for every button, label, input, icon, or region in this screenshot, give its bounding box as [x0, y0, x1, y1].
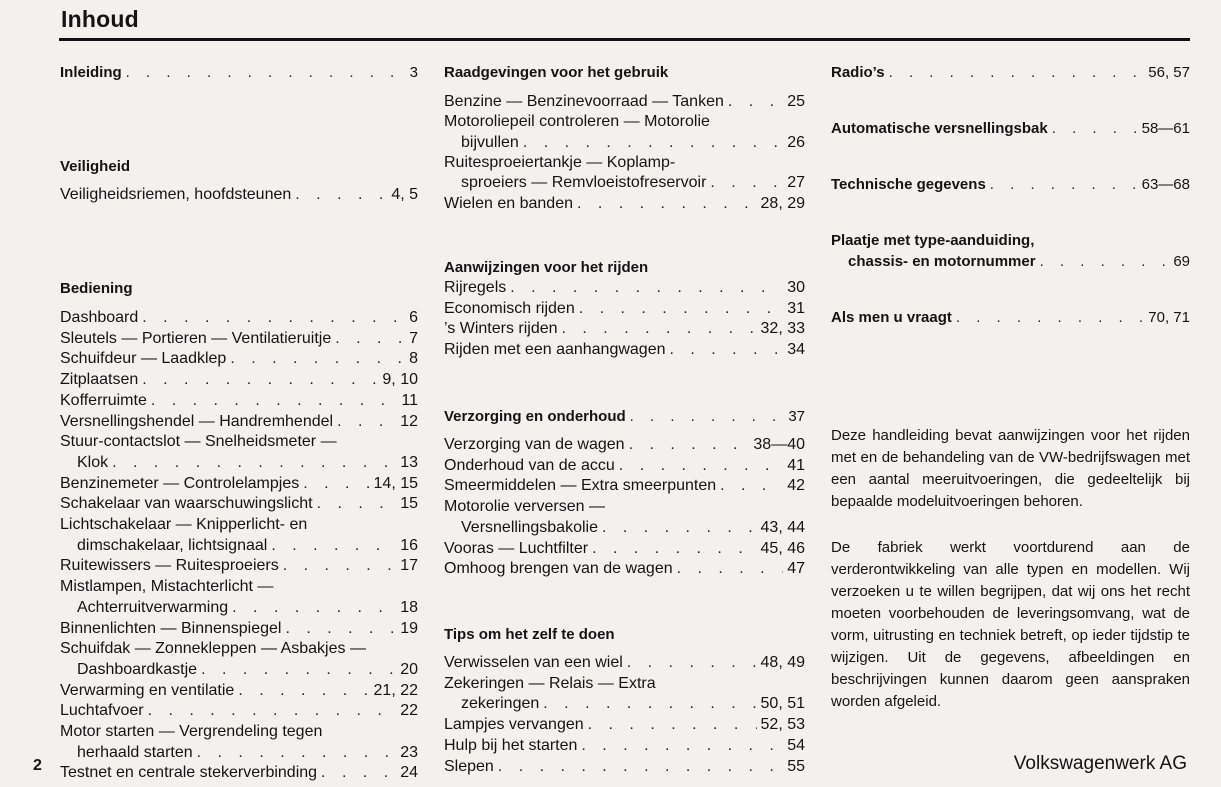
- toc-entry-label: Schuifdak — Zonnekleppen — Asbakjes —: [60, 640, 366, 658]
- toc-entry[interactable]: [444, 694, 805, 714]
- toc-entry[interactable]: [444, 435, 805, 455]
- leader-dots: [299, 474, 369, 494]
- toc-entry[interactable]: [444, 340, 805, 360]
- leader-dots: [615, 456, 783, 476]
- toc-entry-automatic[interactable]: [831, 119, 1190, 139]
- toc-entry[interactable]: [444, 653, 805, 673]
- leader-dots: [506, 278, 783, 298]
- toc-entry-label: Dashboardkastje: [77, 660, 198, 678]
- toc-entry-label: Kofferruimte: [60, 391, 147, 409]
- toc-page-number: 6: [409, 309, 418, 326]
- toc-page-number: 54: [787, 736, 805, 754]
- toc-entry[interactable]: [60, 639, 418, 659]
- toc-page-number: 58—61: [1141, 120, 1190, 137]
- toc-entry[interactable]: [444, 539, 805, 559]
- toc-entry[interactable]: [60, 412, 418, 432]
- toc-entry-label: herhaald starten: [77, 743, 193, 761]
- toc-entry-label: Economisch rijden: [444, 299, 575, 317]
- toc-entry-vraagt[interactable]: [831, 308, 1190, 328]
- leader-dots: [584, 715, 757, 735]
- leader-dots: [228, 598, 396, 618]
- leader-dots: [573, 194, 757, 214]
- toc-page-number: 18: [400, 598, 418, 616]
- toc-entry-label: Luchtafvoer: [60, 702, 144, 720]
- toc-page-number: 12: [400, 412, 418, 430]
- toc-entry-label: chassis- en motornummer: [848, 253, 1036, 270]
- section-heading-tips: [444, 625, 805, 645]
- toc-entry[interactable]: [60, 619, 418, 639]
- leader-dots: [575, 299, 783, 319]
- toc-page-number: 47: [787, 560, 805, 578]
- leader-dots: [539, 694, 756, 714]
- leader-dots: [226, 349, 405, 369]
- leader-dots: [279, 556, 396, 576]
- toc-entry-label: Lampjes vervangen: [444, 716, 584, 734]
- toc-entry[interactable]: [444, 497, 805, 517]
- page-number: 2: [33, 757, 42, 774]
- toc-entry-label: Slepen: [444, 757, 494, 775]
- leader-dots: [331, 329, 405, 349]
- leader-dots: [577, 736, 783, 756]
- leader-dots: [558, 319, 757, 339]
- heading-label: Bediening: [60, 280, 133, 297]
- leader-dots: [333, 412, 396, 432]
- toc-entry-label: Verwarming en ventilatie: [60, 681, 235, 699]
- toc-entry-label: Plaatje met type-aanduiding,: [831, 232, 1035, 249]
- toc-entry[interactable]: [60, 536, 418, 556]
- toc-entry-label: Stuur-contactslot — Snelheidsmeter —: [60, 433, 337, 451]
- toc-page-number: 17: [400, 557, 418, 575]
- toc-entry[interactable]: [444, 153, 805, 173]
- leader-dots: [706, 173, 783, 193]
- toc-entry[interactable]: [60, 681, 418, 701]
- toc-entry-label: Vooras — Luchtfilter: [444, 539, 589, 557]
- toc-entry[interactable]: [444, 518, 805, 538]
- toc-page-number: 31: [787, 299, 805, 317]
- toc-entry-label: Zitplaatsen: [60, 371, 139, 389]
- toc-page-number: 37: [788, 408, 805, 425]
- toc-entry-label: ’s Winters rijden: [444, 320, 558, 338]
- section-heading-raadgevingen: [444, 63, 805, 83]
- page-title: Inhoud: [61, 6, 139, 32]
- toc-page-number: 24: [400, 764, 418, 782]
- toc-page-number: 38—40: [753, 436, 805, 453]
- leader-dots: [317, 763, 396, 783]
- toc-page-number: 50, 51: [760, 695, 805, 713]
- toc-entry-plate-line1[interactable]: [831, 231, 1190, 251]
- toc-entry-label: Inleiding: [60, 64, 122, 81]
- section-heading-verzorging[interactable]: [444, 407, 805, 427]
- toc-entry[interactable]: [60, 308, 418, 328]
- toc-page-number: 27: [787, 174, 805, 192]
- toc-page-number: 45, 46: [760, 539, 805, 557]
- leader-dots: [716, 476, 783, 496]
- toc-entry[interactable]: [60, 763, 418, 783]
- toc-entry[interactable]: [444, 757, 805, 777]
- toc-page-number: 3: [409, 64, 418, 81]
- toc-entry-label: Motoroliepeil controleren — Motorolie: [444, 113, 710, 131]
- leader-dots: [986, 175, 1138, 195]
- heading-label: Tips om het zelf te doen: [444, 626, 615, 643]
- toc-entry-label: Klok: [77, 453, 109, 471]
- toc-page-number: 7: [409, 329, 418, 347]
- intro-paragraph: Deze handleiding bevat aanwijzingen voor het rijden met en de behandeling van de VW-bedrijfswagen met een aantal meeruitvoeringen, die gedeeltelijk bij bepaalde modeluitvoeringen behoren.: [831, 427, 1190, 510]
- toc-entry-label: Lichtschakelaar — Knipperlicht- en: [60, 516, 308, 533]
- toc-page-number: 52, 53: [760, 716, 805, 734]
- toc-entry-label: Als men u vraagt: [831, 309, 952, 326]
- toc-entry-label: Omhoog brengen van de wagen: [444, 560, 673, 578]
- toc-entry-label: Versnellingsbakolie: [461, 518, 598, 536]
- toc-entry-label: Mistlampen, Mistachterlicht —: [60, 578, 274, 596]
- toc-entry[interactable]: [444, 476, 805, 496]
- toc-entry-label: Motorolie verversen —: [444, 498, 605, 516]
- toc-entry[interactable]: [444, 133, 805, 153]
- toc-entry-label: Verzorging van de wagen: [444, 436, 625, 453]
- heading-label: Veiligheid: [60, 158, 131, 175]
- leader-dots: [234, 681, 369, 701]
- toc-page-number: 26: [787, 133, 805, 151]
- toc-entry[interactable]: [444, 299, 805, 319]
- toc-entry-label: bijvullen: [461, 133, 519, 151]
- toc-entry[interactable]: [60, 701, 418, 721]
- toc-entry[interactable]: [60, 432, 418, 452]
- leader-dots: [138, 370, 378, 390]
- toc-page-number: 28, 29: [760, 194, 805, 212]
- toc-entry[interactable]: [444, 92, 805, 112]
- toc-entry-label: Benzine — Benzinevoorraad — Tanken: [444, 93, 724, 110]
- toc-entry-inleiding[interactable]: [60, 63, 418, 83]
- leader-dots: [625, 435, 750, 455]
- toc-entry-label: Technische gegevens: [831, 176, 986, 193]
- toc-page-number: 21, 22: [373, 681, 418, 699]
- leader-dots: [291, 185, 387, 205]
- toc-page-number: 16: [400, 536, 418, 554]
- title-rule: [59, 38, 1190, 41]
- toc-entry-label: Veiligheidsriemen, hoofdsteunen: [60, 186, 292, 203]
- leader-dots: [724, 92, 783, 112]
- leader-dots: [885, 63, 1145, 83]
- toc-entry[interactable]: [60, 370, 418, 390]
- toc-entry-label: Testnet en centrale stekerverbinding: [60, 764, 318, 782]
- toc-entry[interactable]: [60, 494, 418, 514]
- toc-entry[interactable]: [60, 185, 418, 205]
- toc-entry[interactable]: [444, 194, 805, 214]
- toc-page-number: 9, 10: [382, 371, 418, 389]
- toc-entry-label: Wielen en banden: [444, 194, 573, 212]
- toc-page-number: 11: [401, 391, 418, 409]
- leader-dots: [673, 559, 784, 579]
- toc-page-number: 32, 33: [760, 320, 805, 338]
- heading-label: Verzorging en onderhoud: [444, 408, 626, 425]
- toc-entry[interactable]: [444, 112, 805, 132]
- toc-entry[interactable]: [60, 556, 418, 576]
- toc-entry-label: Ruitewissers — Ruitesproeiers: [60, 557, 279, 575]
- leader-dots: [666, 340, 784, 360]
- toc-entry-label: Hulp bij het starten: [444, 736, 578, 754]
- section-heading-aanwijzingen: [444, 258, 805, 278]
- toc-entry-label: Smeermiddelen — Extra smeerpunten: [444, 477, 717, 495]
- toc-page-number: 43, 44: [760, 518, 805, 536]
- toc-entry[interactable]: [444, 559, 805, 579]
- toc-entry-label: Ruitesproeiertankje — Koplamp-: [444, 153, 676, 171]
- toc-entry[interactable]: [444, 674, 805, 694]
- toc-entry[interactable]: [60, 598, 418, 618]
- leader-dots: [147, 391, 398, 411]
- toc-entry[interactable]: [444, 319, 805, 339]
- toc-entry-label: dimschakelaar, lichtsignaal: [77, 536, 268, 554]
- leader-dots: [108, 453, 396, 473]
- toc-page-number: 48, 49: [760, 654, 805, 671]
- toc-entry-label: zekeringen: [461, 695, 540, 713]
- toc-entry-label: Schuifdeur — Laadklep: [60, 350, 227, 368]
- leader-dots: [623, 653, 757, 673]
- toc-page-number: 15: [400, 495, 418, 513]
- leader-dots: [313, 494, 397, 514]
- toc-entry-label: sproeiers — Remvloeistofreservoir: [461, 174, 707, 192]
- toc-entry[interactable]: [60, 329, 418, 349]
- toc-entry[interactable]: [60, 722, 418, 742]
- toc-entry-label: Radio’s: [831, 64, 885, 81]
- leader-dots: [193, 743, 397, 763]
- toc-entry[interactable]: [444, 278, 805, 298]
- toc-entry-technical[interactable]: [831, 175, 1190, 195]
- toc-entry-label: Motor starten — Vergrendeling tegen: [60, 723, 323, 740]
- toc-entry[interactable]: [444, 736, 805, 756]
- toc-entry[interactable]: [60, 660, 418, 680]
- toc-entry-radios[interactable]: [831, 63, 1190, 83]
- toc-page-number: 22: [400, 702, 418, 720]
- disclaimer-paragraph: De fabriek werkt voortdurend aan de verderontwikkeling van alle typen en modellen. Wij verzoeken u te willen begrijpen, dat wij ons het recht moeten voorbehouden de leveringsomvang, wat de vorm, uitrusting en techniek betreft, op ieder tijdstip te wijzigen. Uit de gegevens, afbeeldingen en beschrijvingen kunnen daarom geen aanspraken worden afgeleid.: [831, 539, 1190, 710]
- toc-entry[interactable]: [60, 474, 418, 494]
- toc-entry[interactable]: [60, 577, 418, 597]
- toc-entry[interactable]: [60, 391, 418, 411]
- leader-dots: [122, 63, 406, 83]
- leader-dots: [519, 133, 783, 153]
- toc-entry-label: Automatische versnellingsbak: [831, 120, 1048, 137]
- toc-entry-label: Zekeringen — Relais — Extra: [444, 674, 656, 692]
- toc-entry[interactable]: [444, 715, 805, 735]
- toc-page-number: 56, 57: [1148, 64, 1190, 81]
- leader-dots: [281, 619, 396, 639]
- toc-entry[interactable]: [60, 515, 418, 535]
- leader-dots: [598, 518, 757, 538]
- toc-page-number: 8: [409, 350, 418, 368]
- toc-page-number: 19: [400, 619, 418, 637]
- toc-page-number: 20: [400, 660, 418, 678]
- leader-dots: [626, 407, 785, 427]
- toc-entry[interactable]: [60, 743, 418, 763]
- leader-dots: [1048, 119, 1138, 139]
- toc-entry-label: Dashboard: [60, 309, 139, 326]
- leader-dots: [144, 701, 397, 721]
- toc-page-number: 41: [787, 456, 805, 474]
- toc-entry[interactable]: [444, 173, 805, 193]
- section-heading-bediening: [60, 279, 418, 299]
- toc-entry-label: Onderhoud van de accu: [444, 456, 615, 474]
- leader-dots: [1036, 252, 1170, 272]
- leader-dots: [494, 757, 783, 777]
- heading-label: Aanwijzingen voor het rijden: [444, 259, 649, 276]
- toc-page-number: 69: [1173, 253, 1190, 270]
- toc-entry[interactable]: [60, 349, 418, 369]
- toc-page-number: 23: [400, 743, 418, 761]
- toc-page-number: 14, 15: [373, 474, 418, 492]
- toc-page-number: 25: [787, 93, 805, 110]
- toc-page-number: 55: [787, 757, 805, 775]
- section-heading-veiligheid: [60, 157, 418, 177]
- toc-page-number: 34: [787, 341, 805, 359]
- toc-entry-label: Schakelaar van waarschuwingslicht: [60, 495, 313, 513]
- leader-dots: [138, 308, 405, 328]
- toc-entry-label: Sleutels — Portieren — Ventilatieruitje: [60, 329, 332, 347]
- toc-page-number: 4, 5: [391, 186, 418, 203]
- toc-entry-label: Versnellingshendel — Handremhendel: [60, 412, 334, 430]
- toc-page-number: 42: [787, 477, 805, 495]
- leader-dots: [588, 539, 756, 559]
- toc-entry-label: Verwisselen van een wiel: [444, 654, 623, 671]
- toc-entry-label: Benzinemeter — Controlelampjes: [60, 474, 300, 492]
- leader-dots: [952, 308, 1144, 328]
- toc-entry-plate-line2[interactable]: [831, 252, 1190, 272]
- toc-entry-label: Rijregels: [444, 279, 507, 296]
- leader-dots: [267, 536, 396, 556]
- toc-page-number: 70, 71: [1148, 309, 1190, 326]
- leader-dots: [197, 660, 396, 680]
- heading-label: Raadgevingen voor het gebruik: [444, 64, 669, 81]
- publisher-name: Volkswagenwerk AG: [1013, 753, 1187, 774]
- toc-entry-label: Binnenlichten — Binnenspiegel: [60, 619, 282, 637]
- toc-page-number: 13: [400, 453, 418, 471]
- toc-page-number: 63—68: [1141, 176, 1190, 193]
- toc-page-number: 30: [787, 279, 805, 296]
- toc-entry-label: Achterruitverwarming: [77, 598, 229, 616]
- toc-entry[interactable]: [444, 456, 805, 476]
- toc-entry[interactable]: [60, 453, 418, 473]
- toc-entry-label: Rijden met een aanhangwagen: [444, 341, 666, 359]
